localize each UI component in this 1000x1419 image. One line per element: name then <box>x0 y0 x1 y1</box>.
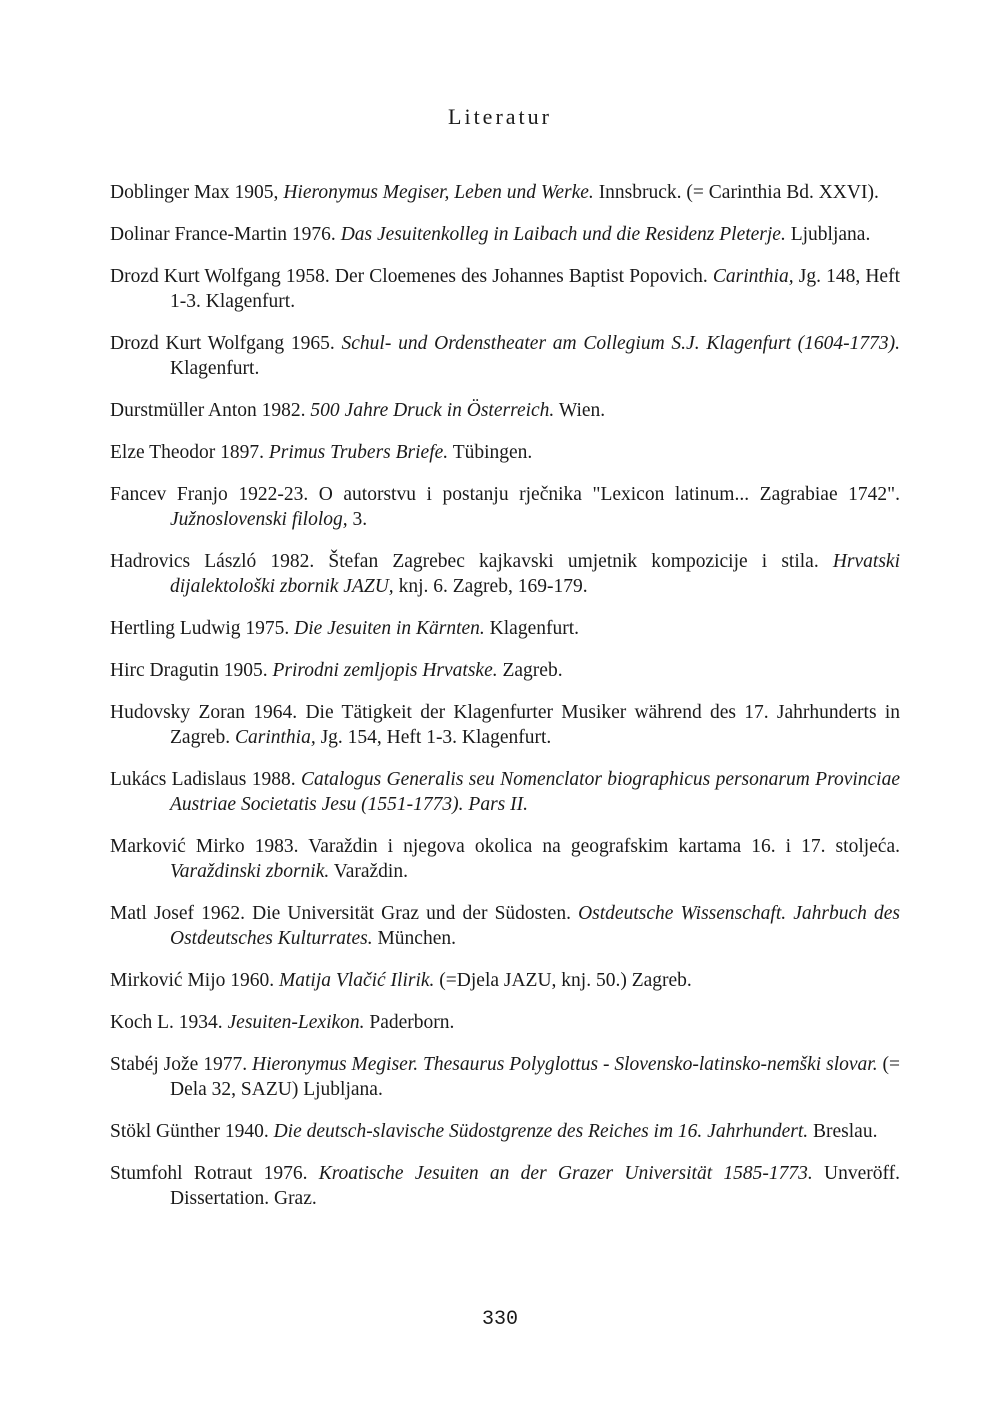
bibliography-entry <box>110 616 900 641</box>
bibliography-entry <box>110 767 900 817</box>
entry-title: Ostdeutsche Wissenschaft. Jahrbuch des Ostdeutsches Kulturrates. <box>170 903 901 949</box>
entry-title: Jesuiten-Lexikon. <box>227 1012 365 1033</box>
entry-author-text: Drozd Kurt Wolfgang 1965. <box>110 333 342 354</box>
entry-publication-text: 3. <box>347 509 368 530</box>
bibliography-entry <box>110 549 900 599</box>
entry-publication-text: Paderborn. <box>364 1012 455 1033</box>
entry-publication-text: knj. 6. Zagreb, 169-179. <box>393 576 588 597</box>
entry-title: Hieronymus Megiser. Thesaurus Polyglottus - Slovensko-latinsko-nemški slovar. <box>252 1054 878 1075</box>
bibliography-entry <box>110 834 900 884</box>
entry-author-text: Elze Theodor 1897. <box>110 442 269 463</box>
entry-publication-text: Zagreb. <box>497 660 563 681</box>
entry-author-text: Stökl Günther 1940. <box>110 1121 274 1142</box>
entry-author-text: Koch L. 1934. <box>110 1012 228 1033</box>
entry-title: Hrvatski dijalektološki zbornik JAZU, <box>170 551 900 597</box>
entry-publication-text: (=Djela JAZU, knj. 50.) Zagreb. <box>434 970 692 991</box>
entry-author-text: Durstmüller Anton 1982. <box>110 400 311 421</box>
entry-author-text: Fancev Franjo 1922-23. O autorstvu i postanju rječnika "Lexicon latinum... Zagrabiae 1742". <box>110 484 900 505</box>
entry-publication-text: Innsbruck. (= Carinthia Bd. XXVI). <box>593 182 879 203</box>
entry-author-text: Mirković Mijo 1960. <box>110 970 279 991</box>
entry-publication-text: Klagenfurt. <box>170 358 260 379</box>
entry-title: Das Jesuitenkolleg in Laibach und die Residenz Pleterje. <box>340 224 786 245</box>
entry-title: Carinthia, <box>712 266 794 287</box>
entry-author-text: Hirc Dragutin 1905. <box>110 660 273 681</box>
entry-title: Južnoslovenski filolog, <box>170 509 348 530</box>
bibliography-entry <box>110 1052 900 1102</box>
entry-publication-text: Jg. 154, Heft 1-3. Klagenfurt. <box>315 727 552 748</box>
entry-title: Prirodni zemljopis Hrvatske. <box>272 660 498 681</box>
bibliography-entry <box>110 482 900 532</box>
entry-publication-text: Klagenfurt. <box>484 618 580 639</box>
bibliography-list <box>110 180 900 1228</box>
entry-author-text: Stumfohl Rotraut 1976. <box>110 1163 319 1184</box>
entry-author-text: Hadrovics László 1982. Štefan Zagrebec kajkavski umjetnik kompozicije i stila. <box>110 551 833 572</box>
entry-publication-text: München. <box>372 928 456 949</box>
entry-publication-text: Jg. 148, Heft 1-3. Klagenfurt. <box>170 266 900 312</box>
bibliography-entry <box>110 968 900 993</box>
entry-publication-text: Varaždin. <box>329 861 408 882</box>
entry-title: Varaždinski zbornik. <box>170 861 330 882</box>
entry-title: Carinthia, <box>234 727 316 748</box>
bibliography-entry <box>110 658 900 683</box>
bibliography-entry <box>110 222 900 247</box>
bibliography-entry <box>110 901 900 951</box>
bibliography-entry <box>110 700 900 750</box>
entry-author-text: Marković Mirko 1983. Varaždin i njegova okolica na geografskim kartama 16. i 17. stoljeća. <box>110 836 900 857</box>
entry-publication-text: Unveröff. Dissertation. Graz. <box>170 1163 900 1209</box>
bibliography-entry <box>110 1119 900 1144</box>
entry-title: Catalogus Generalis seu Nomenclator biographicus personarum Provinciae Austriae Societatis Jesu (1551-1773). Pars II. <box>170 769 900 815</box>
entry-title: Matija Vlačić Ilirik. <box>279 970 435 991</box>
entry-publication-text: Tübingen. <box>448 442 533 463</box>
bibliography-entry <box>110 1010 900 1035</box>
page-heading: Literatur <box>448 104 552 129</box>
bibliography-entry <box>110 180 900 205</box>
entry-title: 500 Jahre Druck in Österreich. <box>310 400 555 421</box>
entry-author-text: Lukács Ladislaus 1988. <box>110 769 301 790</box>
entry-author-text: Hudovsky Zoran 1964. Die Tätigkeit der Klagenfurter Musiker während des 17. Jahrhunderts in Zagreb. <box>110 702 900 748</box>
entry-title: Hieronymus Megiser, Leben und Werke. <box>283 182 594 203</box>
entry-title: Primus Trubers Briefe. <box>268 442 449 463</box>
bibliography-entry <box>110 440 900 465</box>
bibliography-entry <box>110 398 900 423</box>
entry-publication-text: Wien. <box>554 400 606 421</box>
entry-title: Kroatische Jesuiten an der Grazer Universität 1585-1773. <box>318 1163 813 1184</box>
entry-title: Die Jesuiten in Kärnten. <box>294 618 485 639</box>
page-number: 330 <box>481 1308 518 1331</box>
entry-author-text: Doblinger Max 1905, <box>110 182 284 203</box>
entry-title: Schul- und Ordenstheater am Collegium S.J. Klagenfurt (1604-1773). <box>341 333 900 354</box>
bibliography-entry <box>110 1161 900 1211</box>
entry-publication-text: Breslau. <box>808 1121 878 1142</box>
entry-author-text: Stabéj Jože 1977. <box>110 1054 252 1075</box>
bibliography-entry <box>110 264 900 314</box>
entry-author-text: Matl Josef 1962. Die Universität Graz und der Südosten. <box>110 903 579 924</box>
entry-publication-text: Ljubljana. <box>785 224 871 245</box>
entry-author-text: Hertling Ludwig 1975. <box>110 618 295 639</box>
entry-publication-text: (= Dela 32, SAZU) Ljubljana. <box>170 1054 900 1100</box>
entry-author-text: Drozd Kurt Wolfgang 1958. Der Cloemenes des Johannes Baptist Popovich. <box>110 266 713 287</box>
bibliography-entry <box>110 331 900 381</box>
entry-title: Die deutsch-slavische Südostgrenze des Reiches im 16. Jahrhundert. <box>273 1121 809 1142</box>
entry-author-text: Dolinar France-Martin 1976. <box>110 224 341 245</box>
